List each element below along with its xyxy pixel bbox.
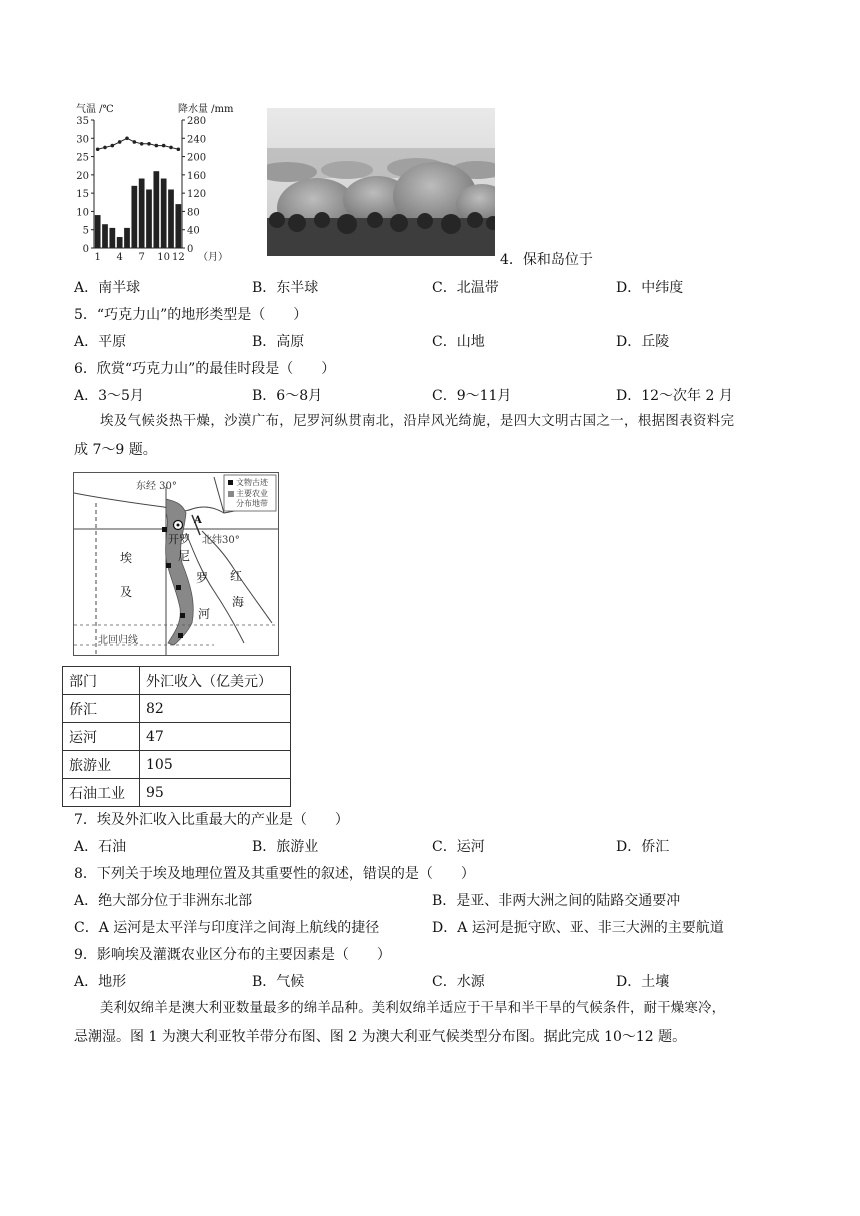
month-tick-label: 1 [94,252,101,263]
temp-tick-label: 25 [76,152,89,164]
table-row [63,695,291,723]
precip-bar [117,237,123,248]
q6-stem: 6．欣赏“巧克力山”的最佳时段是（ ） [74,361,336,377]
map-red-2: 海 [232,595,245,609]
q6-option-d[interactable]: D．12～次年 2 月 [616,388,733,404]
temp-point [177,147,181,151]
precip-tick-label: 80 [187,207,200,219]
q9-option-c[interactable]: C．水源 [432,974,485,990]
month-unit-label: （月） [198,252,228,263]
month-tick-label: 7 [138,252,145,263]
q8-option-c[interactable]: C．A 运河是太平洋与印度洋之间海上航线的捷径 [74,920,380,936]
temp-tick-label: 20 [76,170,89,182]
temp-tick-label: 30 [76,134,89,146]
precip-bar [175,204,181,248]
map-egypt-1: 埃 [120,551,133,565]
q7-option-d[interactable]: D．侨汇 [616,839,670,855]
temp-tick-label: 10 [76,207,89,219]
precip-axis-label: 降水量 /mm [178,104,234,115]
table-header-dept: 部门 [63,667,140,695]
table-row [63,779,291,807]
map-city-cairo: 开罗 [168,533,190,546]
precip-tick-label: 240 [187,134,207,146]
q7-option-a[interactable]: A．石油 [74,839,127,855]
temp-point [125,136,129,140]
temp-point [155,144,159,148]
q8-option-d[interactable]: D．A 运河是扼守欧、亚、非三大洲的主要航道 [432,920,724,936]
q9-option-a[interactable]: A．地形 [74,974,127,990]
q5-option-c[interactable]: C．山地 [432,334,485,350]
q8-option-a[interactable]: A．绝大部分位于非洲东北部 [74,893,253,909]
precip-tick-label: 0 [187,244,194,255]
map-legend-heritage: 文物古迹 [236,478,268,487]
temp-axis-label: 气温 /℃ [76,104,114,115]
q9-option-b[interactable]: B．气候 [252,974,305,990]
temp-point [133,140,137,144]
temp-tick-label: 35 [76,116,89,127]
map-lon-label: 东经 30° [136,481,177,492]
table-header-income: 外汇收入（亿美元） [140,667,291,695]
map-nile-1: 尼 [178,549,191,563]
precip-tick-label: 200 [187,152,207,164]
map-legend-agri-2: 分布地带 [236,499,268,508]
map-nile-2: 罗 [196,571,209,585]
month-tick-label: 10 [157,252,171,263]
map-egypt-2: 及 [120,585,133,599]
q8-stem: 8．下列关于埃及地理位置及其重要性的叙述，错误的是（ ） [74,866,475,882]
table-row [63,751,291,779]
precip-bar [153,171,159,248]
temp-point [140,142,144,146]
precip-bar [139,179,145,248]
q7-stem: 7．埃及外汇收入比重最大的产业是（ ） [74,812,349,828]
q4-option-d[interactable]: D．中纬度 [616,280,684,296]
precip-bar [95,215,101,248]
precip-bar [146,189,152,248]
q9-option-d[interactable]: D．土壤 [616,974,670,990]
q5-option-a[interactable]: A．平原 [74,334,127,350]
precip-bar [102,224,108,248]
temp-point [103,146,107,150]
q4-option-c[interactable]: C．北温带 [432,280,499,296]
precip-bar [124,228,130,248]
q6-option-b[interactable]: B．6～8月 [252,388,323,404]
q9-stem: 9．影响埃及灌溉农业区分布的主要因素是（ ） [74,947,391,963]
table-cell: 105 [140,751,291,779]
table-cell: 82 [140,695,291,723]
table-row [63,723,291,751]
q7-option-c[interactable]: C．运河 [432,839,485,855]
q5-option-d[interactable]: D．丘陵 [616,334,670,350]
map-legend-agri-1: 主要农业 [236,489,268,498]
q4-stem: 4．保和岛位于 [500,252,593,268]
precip-bar [161,179,167,248]
precip-tick-label: 160 [187,170,207,182]
egypt-intro-line1: 埃及气候炎热干燥，沙漠广布，尼罗河纵贯南北，沿岸风光绮旎，是四大文明古国之一，根据图表资料完 [100,414,735,429]
aus-intro-line2: 忌潮湿。图 1 为澳大利亚牧羊带分布图、图 2 为澳大利亚气候类型分布图。据此完成 10～12 题。 [74,1029,687,1045]
map-lat-label: 北纬30° [202,535,240,546]
temp-line [98,138,179,149]
q8-option-b[interactable]: B．是亚、非两大洲之间的陆路交通要冲 [432,893,681,909]
temp-point [169,146,173,150]
egypt-intro-line2: 成 7～9 题。 [74,442,157,458]
table-cell: 95 [140,779,291,807]
chocolate-hills-photo [267,108,495,256]
forex-income-table [62,666,291,807]
temp-point [111,144,115,148]
temp-tick-label: 15 [76,189,89,201]
temp-point [118,140,122,144]
map-tropic-label: 北回归线 [98,635,138,646]
q4-option-a[interactable]: A．南半球 [74,280,141,296]
table-cell: 运河 [63,723,140,751]
table-cell: 47 [140,723,291,751]
precip-tick-label: 120 [187,189,207,201]
q5-option-b[interactable]: B．高原 [252,334,305,350]
q6-option-c[interactable]: C．9～11月 [432,388,512,404]
precip-tick-label: 40 [187,225,200,237]
table-cell: 旅游业 [63,751,140,779]
q6-option-a[interactable]: A．3～5月 [74,388,144,404]
temp-tick-label: 5 [82,225,89,237]
month-tick-label: 12 [171,252,185,263]
egypt-map [73,472,279,656]
precip-bar [168,189,174,248]
q7-option-b[interactable]: B．旅游业 [252,839,319,855]
q4-option-b[interactable]: B．东半球 [252,280,319,296]
table-cell: 侨汇 [63,695,140,723]
precip-tick-label: 280 [187,116,207,127]
temp-tick-label: 0 [82,244,89,255]
temp-point [96,147,100,151]
temp-point [162,144,166,148]
map-nile-3: 河 [198,607,211,621]
precip-bar [131,186,137,248]
climate-chart [70,100,260,265]
map-red-1: 红 [230,569,243,583]
climate-chart-svg [70,100,260,265]
aus-intro-line1: 美利奴绵羊是澳大利亚数量最多的绵羊品种。美利奴绵羊适应于干旱和半干旱的气候条件，耐干燥寒冷， [100,1001,726,1016]
table-cell: 石油工业 [63,779,140,807]
map-point-a: A [194,515,202,526]
temp-point [147,142,151,146]
month-tick-label: 4 [116,252,123,263]
q5-stem: 5．“巧克力山”的地形类型是（ ） [74,307,308,323]
precip-bar [109,228,115,248]
table-header-row [63,667,291,695]
